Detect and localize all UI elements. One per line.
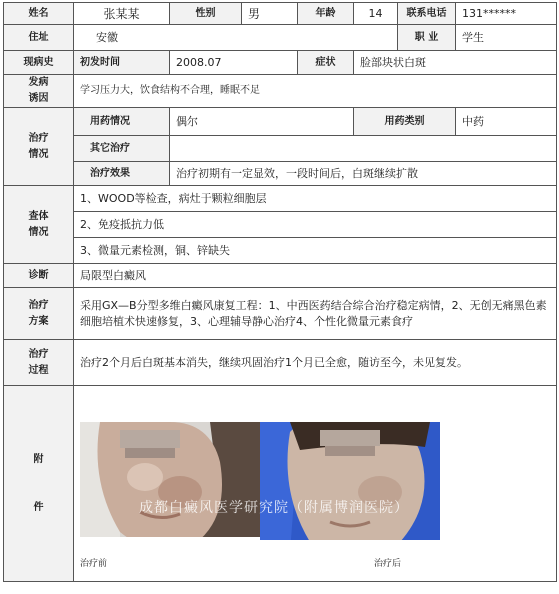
process-row — [4, 340, 557, 386]
process-value: 治疗2个月后白斑基本消失，继续巩固治疗1个月已全愈，随访至今，未见复发。 — [74, 340, 557, 386]
plan-row — [4, 288, 557, 340]
onset-value: 2008.07 — [170, 51, 298, 75]
phone-label: 联系电话 — [398, 3, 456, 25]
exam-row-1 — [4, 186, 557, 212]
cause-row — [4, 75, 557, 108]
other-value — [170, 136, 557, 162]
treatment-effect-row — [4, 162, 557, 186]
treatment-med-row — [4, 108, 557, 136]
history-label: 现病史 — [4, 51, 74, 75]
plan-value: 采用GX—B分型多维白癜风康复工程：1、中西医药结合综合治疗稳定病情，2、无创无痛黑色素细胞培植术快速修复，3、心理辅导静心治疗4、个性化微量元素食疗 — [74, 288, 557, 340]
treatment-other-row — [4, 136, 557, 162]
symptom-value: 脸部块状白斑 — [354, 51, 557, 75]
exam-item: 2、免疫抵抗力低 — [74, 212, 557, 238]
patient-info-row — [4, 3, 557, 25]
caption-after: 治疗后 — [374, 558, 402, 569]
treatment-label: 治疗 情况 — [4, 108, 74, 186]
caption-before: 治疗前 — [80, 558, 108, 569]
exam-item: 3、微量元素检测，铜、锌缺失 — [74, 238, 557, 264]
age-value: 14 — [354, 3, 398, 25]
address-row — [4, 25, 557, 51]
address-value: 安徽 — [74, 25, 398, 51]
exam-row-2 — [4, 212, 557, 238]
history-row — [4, 51, 557, 75]
phone-value: 131****** — [456, 3, 557, 25]
case-record-table — [3, 2, 557, 582]
diagnosis-row — [4, 264, 557, 288]
diagnosis-label: 诊断 — [4, 264, 74, 288]
name-label: 姓名 — [4, 3, 74, 25]
attachment-label: 附 件 — [4, 386, 74, 582]
symptom-label: 症状 — [298, 51, 354, 75]
watermark-text: 成都白癜风医学研究院（附属博润医院） — [139, 499, 409, 516]
process-label: 治疗 过程 — [4, 340, 74, 386]
address-label: 住址 — [4, 25, 74, 51]
effect-label: 治疗效果 — [74, 162, 170, 186]
diagnosis-value: 局限型白癜风 — [74, 264, 557, 288]
effect-value: 治疗初期有一定显效，一段时间后，白斑继续扩散 — [170, 162, 557, 186]
med-type-value: 中药 — [456, 108, 557, 136]
gender-value: 男 — [242, 3, 298, 25]
name-value: 张某某 — [74, 3, 170, 25]
other-label: 其它治疗 — [74, 136, 170, 162]
exam-label: 查体 情况 — [4, 186, 74, 264]
med-type-label: 用药类别 — [354, 108, 456, 136]
plan-label: 治疗 方案 — [4, 288, 74, 340]
med-label: 用药情况 — [74, 108, 170, 136]
exam-row-3 — [4, 238, 557, 264]
cause-value: 学习压力大，饮食结构不合理，睡眠不足 — [74, 75, 557, 108]
before-photo — [80, 422, 260, 552]
gender-label: 性别 — [170, 3, 242, 25]
onset-label: 初发时间 — [74, 51, 170, 75]
age-label: 年龄 — [298, 3, 354, 25]
attachment-photos — [74, 394, 556, 574]
after-photo — [260, 422, 440, 552]
exam-item: 1、WOOD等检查，病灶于颗粒细胞层 — [74, 186, 557, 212]
cause-label: 发病 诱因 — [4, 75, 74, 108]
med-value: 偶尔 — [170, 108, 354, 136]
attachment-row — [4, 386, 557, 582]
job-value: 学生 — [456, 25, 557, 51]
job-label: 职 业 — [398, 25, 456, 51]
attachment-cell — [74, 386, 557, 582]
